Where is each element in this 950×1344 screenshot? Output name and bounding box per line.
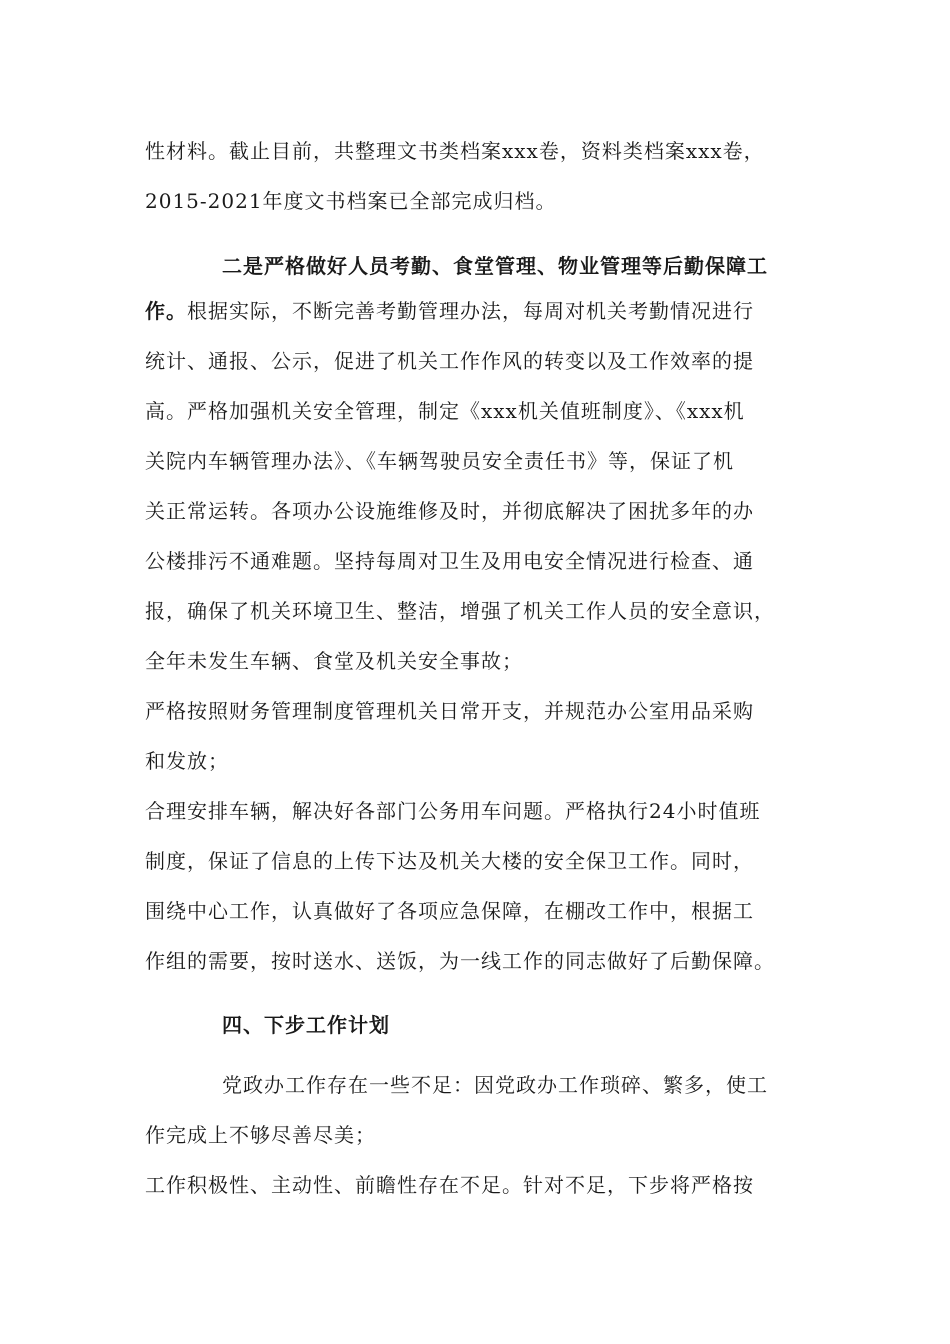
paragraph-line: 高。严格加强机关安全管理，制定《xxx机关值班制度》、《xxx机 [145, 399, 745, 423]
paragraph-line: 全年未发生车辆、食堂及机关安全事故； [145, 649, 523, 673]
paragraph-line: 围绕中心工作，认真做好了各项应急保障，在棚改工作中，根据工 [145, 899, 754, 923]
paragraph-line: 作组的需要，按时送水、送饭，为一线工作的同志做好了后勤保障。 [145, 949, 775, 973]
paragraph-line: 严格按照财务管理制度管理机关日常开支，并规范办公室用品采购 [145, 699, 754, 723]
paragraph-line: 公楼排污不通难题。坚持每周对卫生及用电安全情况进行检查、通 [145, 549, 754, 573]
heading-tail: 作。 [145, 299, 187, 323]
paragraph-line [145, 286, 815, 336]
section-heading-line: 二是严格做好人员考勤、食堂管理、物业管理等后勤保障工 [222, 254, 768, 278]
paragraph-line: 报，确保了机关环境卫生、整洁，增强了机关工作人员的安全意识， [145, 599, 775, 623]
paragraph-line: 党政办工作存在一些不足：因党政办工作琐碎、繁多，使工 [222, 1073, 768, 1097]
paragraph-line: 和发放； [145, 749, 229, 773]
paragraph-text: 根据实际，不断完善考勤管理办法，每周对机关考勤情况进行 [187, 299, 754, 323]
paragraph-line: 作完成上不够尽善尽美； [145, 1123, 376, 1147]
paragraph-line: 合理安排车辆，解决好各部门公务用车问题。严格执行24小时值班 [145, 799, 761, 823]
paragraph-line: 统计、通报、公示，促进了机关工作作风的转变以及工作效率的提 [145, 349, 754, 373]
paragraph-line: 工作积极性、主动性、前瞻性存在不足。针对不足，下步将严格按 [145, 1173, 754, 1197]
paragraph-line: 2015-2021年度文书档案已全部完成归档。 [145, 189, 557, 213]
paragraph-line: 关正常运转。各项办公设施维修及时，并彻底解决了困扰多年的办 [145, 499, 754, 523]
section-heading: 四、下步工作计划 [222, 1013, 390, 1037]
paragraph-line: 关院内车辆管理办法》、《车辆驾驶员安全责任书》等，保证了机 [145, 449, 734, 473]
paragraph-line: 性材料。截止目前，共整理文书类档案xxx卷，资料类档案xxx卷， [145, 139, 765, 163]
paragraph-line: 制度，保证了信息的上传下达及机关大楼的安全保卫工作。同时， [145, 849, 754, 873]
